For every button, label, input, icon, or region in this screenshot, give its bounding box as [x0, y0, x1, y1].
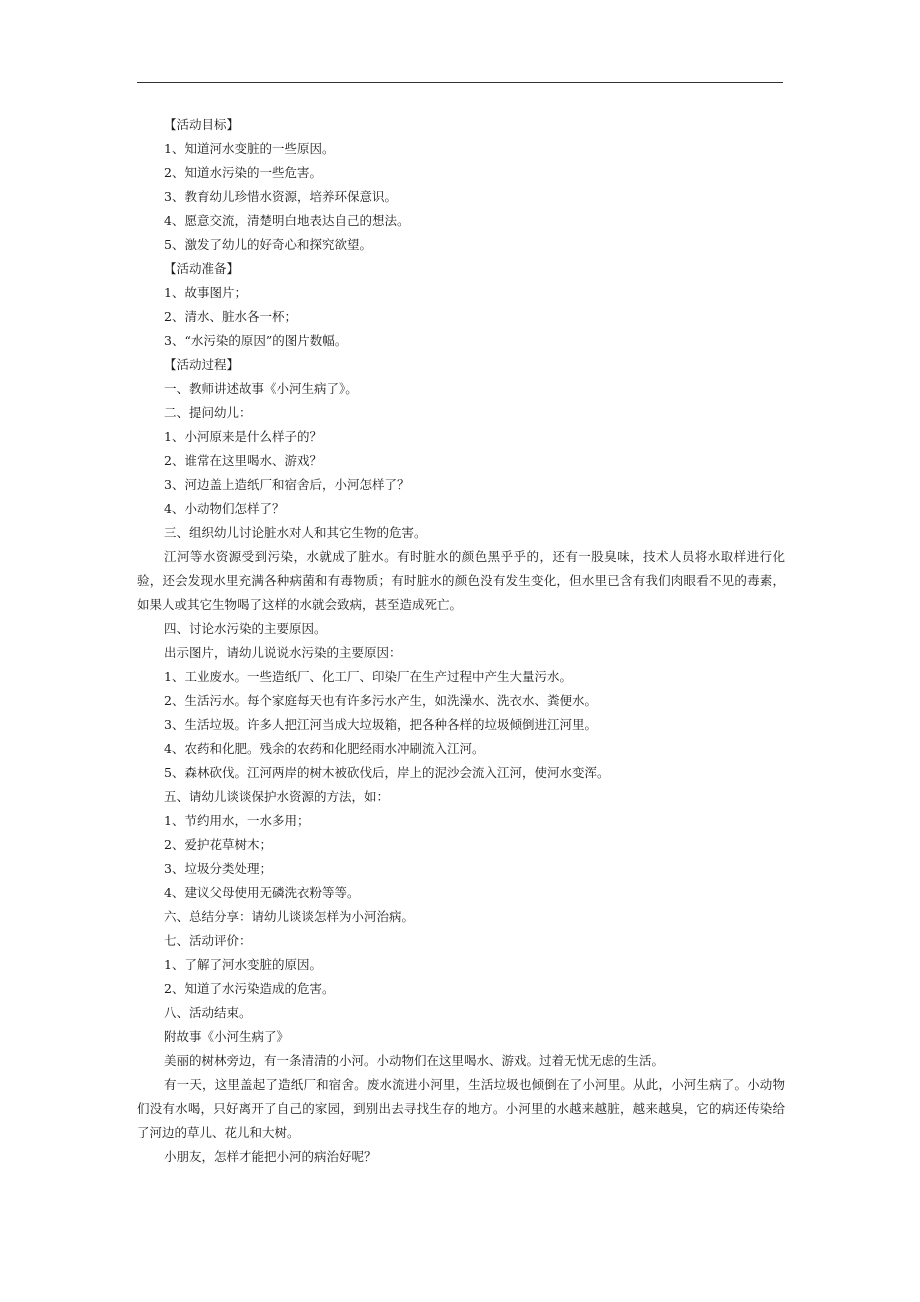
text-line: 4、小动物们怎样了？ [164, 501, 285, 516]
text-line: 3、“水污染的原因”的图片数幅。 [164, 333, 348, 348]
text-line: 3、生活垃圾。许多人把江河当成大垃圾箱，把各种各样的垃圾倾倒进江河里。 [164, 717, 597, 732]
text-line: 一、教师讲述故事《小河生病了》。 [164, 381, 358, 396]
closing-question: 小朋友，怎样才能把小河的病治好呢？ [164, 1149, 377, 1164]
text-line: 七、活动评价： [164, 933, 252, 948]
text-line: 二、提问幼儿： [164, 405, 252, 420]
text-line: 1、工业废水。一些造纸厂、化工厂、印染厂在生产过程中产生大量污水。 [164, 669, 572, 684]
text-line: 1、了解了河水变脏的原因。 [164, 957, 322, 972]
text-line: 六、总结分享：请幼儿谈谈怎样为小河治病。 [164, 909, 415, 924]
text-line: 2、知道水污染的一些危害。 [164, 165, 322, 180]
text-line: 3、垃圾分类处理； [164, 861, 272, 876]
section-lines-a [137, 113, 785, 545]
text-line: 1、知道河水变脏的一些原因。 [164, 141, 335, 156]
text-line: 4、愿意交流，清楚明白地表达自己的想法。 [164, 213, 410, 228]
text-line: 【活动目标】 [164, 117, 240, 132]
paragraph-story: 有一天，这里盖起了造纸厂和宿舍。废水流进小河里，生活垃圾也倾倒在了小河里。从此，小河生病了。小动物们没有水喝，只好离开了自己的家园，到别出去寻找生存的地方。小河里的水越来越脏，越来越臭，它的病还传染给了河边的草儿、花儿和大树。 [137, 1077, 785, 1140]
text-line: 美丽的树林旁边，有一条清清的小河。小动物们在这里喝水、游戏。过着无忧无虑的生活。 [164, 1053, 665, 1068]
text-line: 2、生活污水。每个家庭每天也有许多污水产生，如洗澡水、洗衣水、粪便水。 [164, 693, 597, 708]
paragraph-dirty-water: 江河等水资源受到污染，水就成了脏水。有时脏水的颜色黑乎乎的，还有一股臭味，技术人员将水取样进行化验，还会发现水里充满各种病菌和有毒物质；有时脏水的颜色没有发生变化，但水里已含有我们肉眼看不见的毒素，如果人或其它生物喝了这样的水就会致病，甚至造成死亡。 [137, 549, 785, 612]
text-line: 3、河边盖上造纸厂和宿舍后，小河怎样了？ [164, 477, 410, 492]
text-line: 2、知道了水污染造成的危害。 [164, 981, 335, 996]
text-line: 4、建议父母使用无磷洗衣粉等等。 [164, 885, 360, 900]
text-line: 5、森林砍伐。江河两岸的树木被砍伐后，岸上的泥沙会流入江河，使河水变浑。 [164, 765, 610, 780]
text-line: 三、组织幼儿讨论脏水对人和其它生物的危害。 [164, 525, 427, 540]
text-line: 附故事《小河生病了》 [164, 1029, 290, 1044]
header-rule [137, 82, 783, 83]
section-lines-b [137, 617, 785, 1073]
text-line: 5、激发了幼儿的好奇心和探究欲望。 [164, 237, 372, 252]
text-line: 2、爱护花草树木； [164, 837, 272, 852]
text-line: 五、请幼儿谈谈保护水资源的方法，如： [164, 789, 390, 804]
text-line: 1、节约用水，一水多用； [164, 813, 310, 828]
text-line: 【活动准备】 [164, 261, 240, 276]
text-line: 出示图片，请幼儿说说水污染的主要原因： [164, 645, 402, 660]
document-body [137, 113, 785, 1169]
text-line: 4、农药和化肥。残余的农药和化肥经雨水冲刷流入江河。 [164, 741, 485, 756]
text-line: 1、故事图片； [164, 285, 247, 300]
text-line: 四、讨论水污染的主要原因。 [164, 621, 327, 636]
text-line: 1、小河原来是什么样子的？ [164, 429, 322, 444]
text-line: 2、谁常在这里喝水、游戏？ [164, 453, 322, 468]
text-line: 八、活动结束。 [164, 1005, 252, 1020]
text-line: 3、教育幼儿珍惜水资源，培养环保意识。 [164, 189, 397, 204]
text-line: 2、清水、脏水各一杯； [164, 309, 297, 324]
text-line: 【活动过程】 [164, 357, 240, 372]
